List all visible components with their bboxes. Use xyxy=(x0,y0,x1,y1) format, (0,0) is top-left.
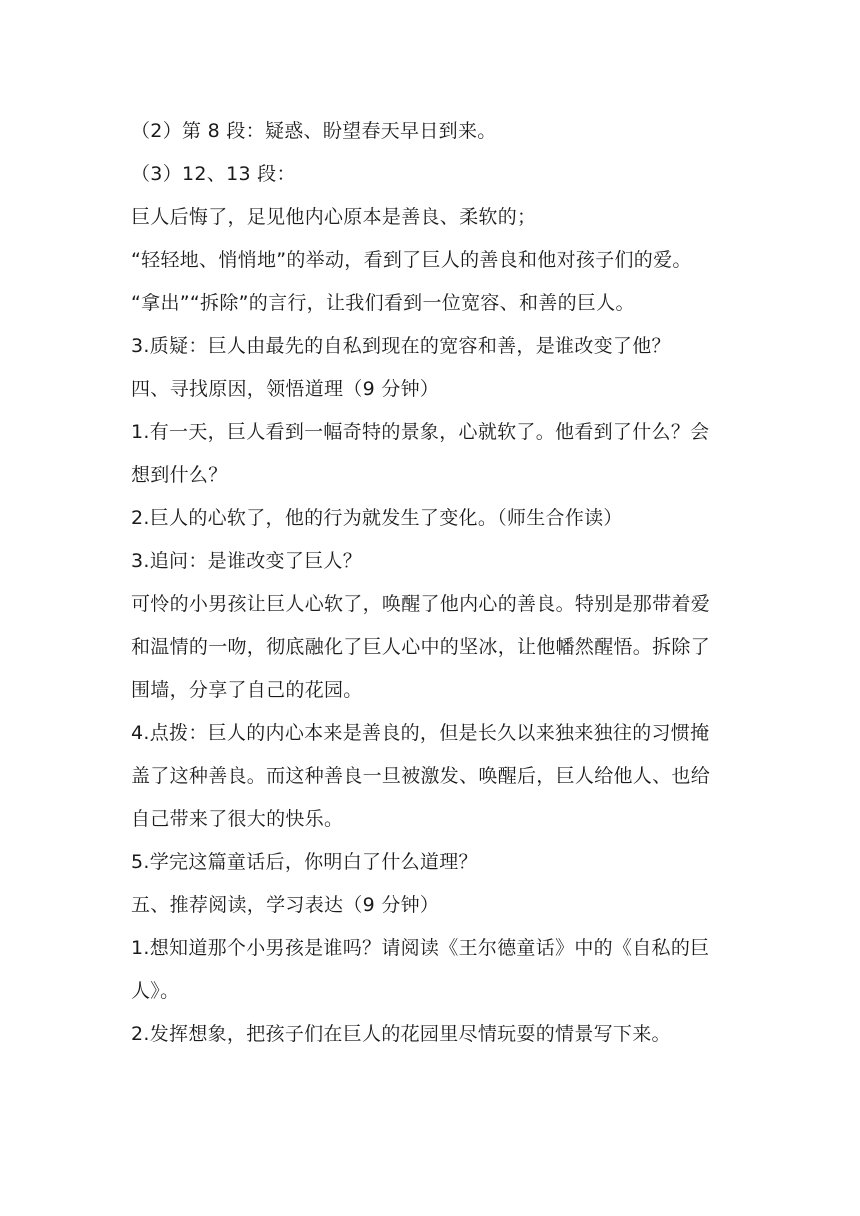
text-line: 2.巨人的心软了，他的行为就发生了变化。（师生合作读） xyxy=(131,507,623,529)
text-line: 巨人后悔了，足见他内心原本是善良、柔软的； xyxy=(131,206,537,228)
text-line: 1.有一天，巨人看到一幅奇特的景象，心就软了。他看到了什么？会 xyxy=(131,421,710,443)
document-body xyxy=(131,110,731,1056)
text-line: 3.追问：是谁改变了巨人？ xyxy=(131,550,363,572)
section-heading: 四、寻找原因，领悟道理（9 分钟） xyxy=(131,378,440,400)
text-line: 想到什么？ xyxy=(131,464,228,486)
text-line: 1.想知道那个小男孩是谁吗？请阅读《王尔德童话》中的《自私的巨 xyxy=(131,937,710,959)
text-line: 4.点拨：巨人的内心本来是善良的，但是长久以来独来独往的习惯掩 xyxy=(131,722,710,744)
text-line: 5.学完这篇童话后，你明白了什么道理？ xyxy=(131,851,478,873)
text-line: （3）12、13 段： xyxy=(131,163,296,185)
text-line: （2）第 8 段：疑惑、盼望春天早日到来。 xyxy=(131,120,497,142)
text-line: 和温情的一吻，彻底融化了巨人心中的坚冰，让他幡然醒悟。拆除了 xyxy=(131,636,711,658)
text-line: 围墙，分享了自己的花园。 xyxy=(131,679,363,701)
text-line: “拿出”“拆除”的言行，让我们看到一位宽容、和善的巨人。 xyxy=(131,292,635,314)
text-line: “轻轻地、悄悄地”的举动，看到了巨人的善良和他对孩子们的爱。 xyxy=(131,249,692,271)
text-line: 自己带来了很大的快乐。 xyxy=(131,808,344,830)
text-line: 3.质疑：巨人由最先的自私到现在的宽容和善，是谁改变了他？ xyxy=(131,335,671,357)
text-line: 2.发挥想象，把孩子们在巨人的花园里尽情玩耍的情景写下来。 xyxy=(131,1023,671,1045)
text-line: 盖了这种善良。而这种善良一旦被激发、唤醒后，巨人给他人、也给 xyxy=(131,765,711,787)
section-heading: 五、推荐阅读，学习表达（9 分钟） xyxy=(131,894,440,916)
text-line: 人》。 xyxy=(131,980,180,1002)
text-line: 可怜的小男孩让巨人心软了，唤醒了他内心的善良。特别是那带着爱 xyxy=(131,593,711,615)
